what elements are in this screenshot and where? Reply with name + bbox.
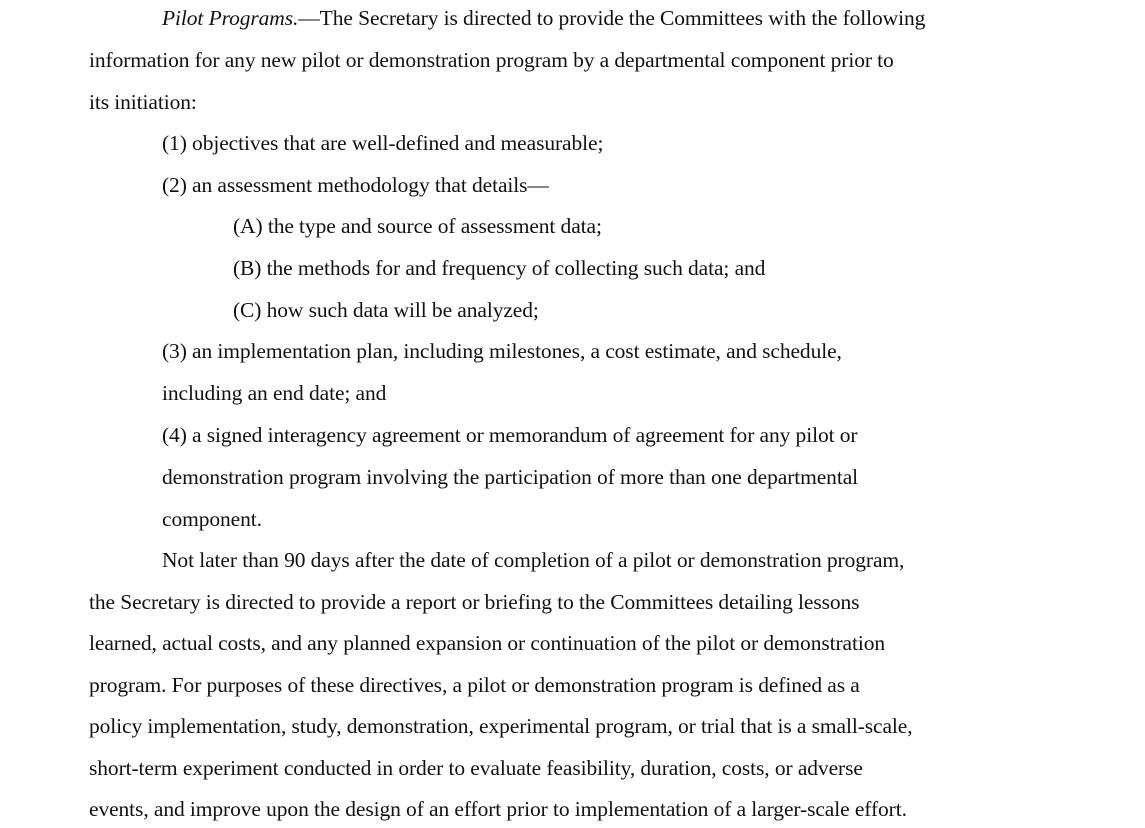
list-item-4-line-3: component. xyxy=(162,507,262,531)
paragraph-1-line-1 xyxy=(162,4,925,32)
paragraph-2-line-3: learned, actual costs, and any planned expansion or continuation of the pilot or demonstration xyxy=(89,631,886,655)
list-item-3-line-1: (3) an implementation plan, including milestones, a cost estimate, and schedule, xyxy=(162,339,842,363)
paragraph-2-line-1: Not later than 90 days after the date of completion of a pilot or demonstration program, xyxy=(162,548,905,572)
paragraph-1-line-3: its initiation: xyxy=(89,90,197,114)
list-item-2: (2) an assessment methodology that details— xyxy=(162,173,549,197)
paragraph-2-line-7: events, and improve upon the design of an effort prior to implementation of a larger-scale effort. xyxy=(89,797,907,821)
paragraph-2-line-4: program. For purposes of these directives, a pilot or demonstration program is defined as a xyxy=(89,673,860,697)
paragraph-2-line-6: short-term experiment conducted in order to evaluate feasibility, duration, costs, or adverse xyxy=(89,756,863,780)
paragraph-2-line-5: policy implementation, study, demonstration, experimental program, or trial that is a small-scale, xyxy=(89,714,913,738)
list-item-4-line-1: (4) a signed interagency agreement or memorandum of agreement for any pilot or xyxy=(162,423,858,447)
section-heading: Pilot Programs. xyxy=(162,6,299,30)
paragraph-2-line-2: the Secretary is directed to provide a report or briefing to the Committees detailing lessons xyxy=(89,590,860,614)
list-subitem-A: (A) the type and source of assessment data; xyxy=(233,214,602,238)
list-subitem-B: (B) the methods for and frequency of collecting such data; and xyxy=(233,256,766,280)
list-item-3-line-2: including an end date; and xyxy=(162,381,387,405)
list-item-1: (1) objectives that are well-defined and measurable; xyxy=(162,131,604,155)
paragraph-1-line-2: information for any new pilot or demonstration program by a departmental component prior to xyxy=(89,48,894,72)
paragraph-1-line-1-text: —The Secretary is directed to provide the Committees with the following xyxy=(298,6,926,30)
list-item-4-line-2: demonstration program involving the participation of more than one departmental xyxy=(162,465,859,489)
list-subitem-C: (C) how such data will be analyzed; xyxy=(233,298,539,322)
